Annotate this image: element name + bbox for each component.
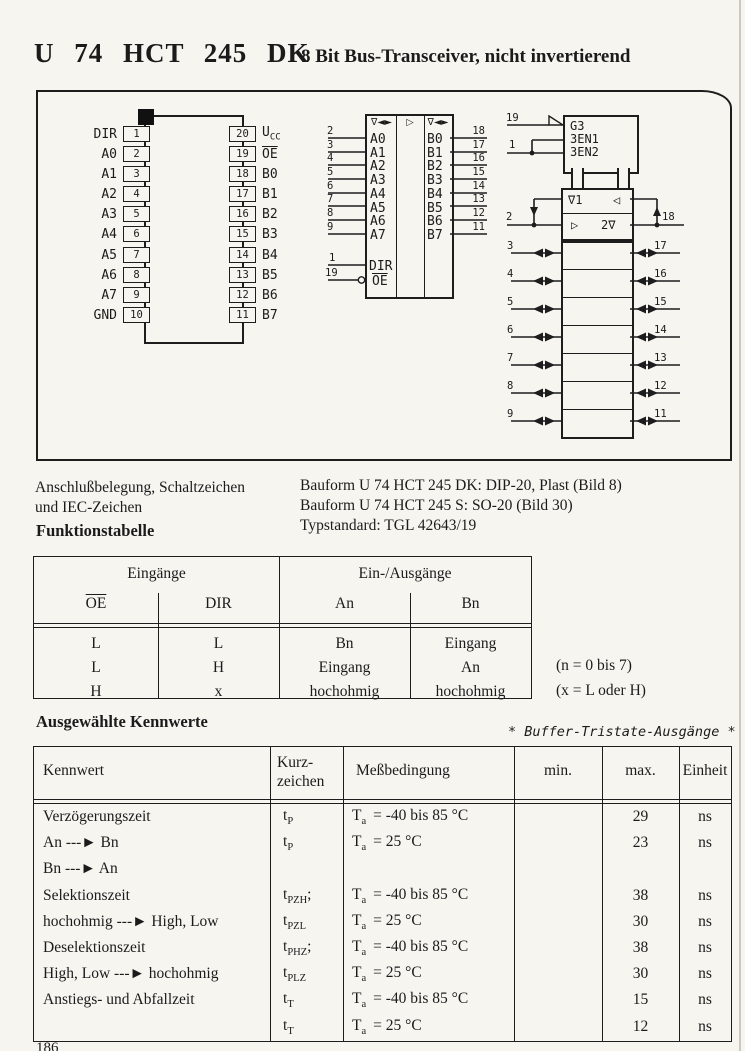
column-group-header: Ein-/Ausgänge — [358, 565, 452, 582]
flow-symbol: ▷ — [571, 218, 579, 232]
pin-number-box: 2 — [123, 146, 150, 162]
column-header: min. — [544, 762, 572, 779]
tristate-note: * Buffer-Tristate-Ausgänge * — [508, 724, 736, 740]
pin-number: 13 — [472, 193, 485, 205]
dip-pin-row: A2 4 — [52, 186, 150, 202]
divider — [424, 116, 425, 297]
pin-number-box: 15 — [229, 226, 256, 242]
pin-number-box: 7 — [123, 247, 150, 263]
pin-number: 5 — [327, 166, 334, 178]
pin-number-box: 17 — [229, 186, 256, 202]
dip-pin-row: 20 $U_{CC}$ — [229, 126, 349, 142]
pin-number-box: 14 — [229, 247, 256, 263]
column-header-dir: DIR — [205, 595, 232, 612]
pin-number-box: 9 — [123, 287, 150, 303]
dip-pin-row: A4 6 — [52, 226, 150, 242]
table-cell: H — [212, 659, 225, 676]
column-group-header: Eingänge — [127, 565, 186, 582]
pin-number: 1 — [509, 139, 516, 151]
column-header-oe: $\overline{OE}$ — [85, 595, 107, 612]
kennwerte-table — [33, 746, 732, 1042]
pin-number: 17 — [472, 139, 485, 151]
page-title: U 74 HCT 245 DK — [34, 38, 310, 68]
control-block-tab — [617, 168, 630, 188]
kennwert-row: Bn ---► An — [43, 860, 118, 878]
divider — [563, 269, 632, 270]
pin-number: 8 — [327, 207, 334, 219]
pin-number: 6 — [507, 324, 514, 336]
dip-pin-row: 19 $\overline{OE}$ — [229, 146, 349, 162]
pin-number-box: 6 — [123, 226, 150, 242]
table-note-x: (x = L oder H) — [556, 682, 646, 699]
column-header-an: An — [335, 595, 354, 612]
table-cell: H — [90, 683, 102, 700]
table-cell: hochohmig — [435, 683, 506, 700]
pin-number-box: 20 — [229, 126, 256, 142]
pin-number: 7 — [327, 193, 334, 205]
dip-pin-row: A3 5 — [52, 206, 150, 222]
kennwert-row: Verzögerungszeit $t_P$ $T_a = -40$ bis 85 °C 29 ns — [43, 807, 712, 828]
dip-pin-row: 13 B5 — [229, 267, 349, 283]
divider — [563, 325, 632, 326]
kennwert-row: $t_T$ $T_a = 25$ °C 12 ns — [283, 1016, 712, 1037]
bus-symbol: ∇◄► — [371, 117, 392, 128]
b-port-labels: B0 B1 B2 B3 B4 B5 B6 B7 — [427, 132, 443, 243]
table-note-n: (n = 0 bis 7) — [556, 657, 632, 674]
divider — [563, 353, 632, 354]
table-cell: hochohmig — [309, 683, 380, 700]
pin-number-box: 13 — [229, 267, 256, 283]
dip-pin-row: 15 B3 — [229, 226, 349, 242]
bus-symbol: ∇◄► — [427, 117, 449, 128]
column-header: Kurz- zeichen — [277, 754, 325, 790]
table-cell: x — [214, 683, 223, 700]
kennwert-row: High, Low ---► hochohmig $t_{PLZ}$ $T_a = 25$ °C 30 ns — [43, 964, 712, 985]
kennwert-row: Anstiegs- und Abfallzeit $t_T$ $T_a = -40$ bis 85 °C 15 ns — [43, 990, 712, 1011]
kennwert-row: An ---► Bn $t_P$ $T_a = 25$ °C 23 ns — [43, 833, 712, 854]
dip-pin-row: 12 B6 — [229, 287, 349, 303]
oe-label: $\overline{OE}$ — [372, 274, 388, 289]
table-cell: Bn — [335, 635, 354, 652]
pin-number: 9 — [507, 408, 514, 420]
pin-number-box: 12 — [229, 287, 256, 303]
pin-number-box: 5 — [123, 206, 150, 222]
divider — [396, 116, 397, 297]
kennwert-row: hochohmig ---► High, Low $t_{PZL}$ $T_a = 25$ °C 30 ns — [43, 911, 712, 932]
pin-number: 4 — [327, 152, 334, 164]
dir-label: DIR — [369, 259, 393, 274]
flow-symbol: ◁ — [613, 193, 621, 207]
en2-label: 3EN2 — [570, 145, 599, 159]
pin-number: 14 — [472, 180, 485, 192]
iec-channel-stack — [561, 239, 634, 439]
a-port-labels: A0 A1 A2 A3 A4 A5 A6 A7 — [370, 132, 386, 243]
dip-pin-row: DIR 1 — [52, 126, 150, 142]
pin-number: 19 — [325, 267, 338, 279]
iec-direction-cell — [561, 188, 634, 243]
divider — [563, 409, 632, 410]
table-cell: Eingang — [444, 635, 497, 652]
dip-pin-row: 18 B0 — [229, 166, 349, 182]
pin-number: 8 — [507, 380, 514, 392]
iec-control-block — [563, 115, 639, 174]
dip-pin-row: GND 10 — [52, 307, 150, 323]
control-block-tab — [571, 168, 584, 188]
pin-number-box: 18 — [229, 166, 256, 182]
pin1-notch-mark — [138, 109, 154, 125]
pin-number-box: 3 — [123, 166, 150, 182]
pin-number-box: 10 — [123, 307, 150, 323]
divider — [34, 799, 731, 804]
pin-number: 2 — [506, 211, 513, 223]
dip-pin-row: A6 8 — [52, 267, 150, 283]
column-header-bn: Bn — [461, 595, 480, 612]
pin-number-box: 1 — [123, 126, 150, 142]
dip-pin-row: 17 B1 — [229, 186, 349, 202]
pin-number: 14 — [654, 324, 667, 336]
page-subtitle: 8 Bit Bus-Transceiver, nicht invertierend — [301, 46, 631, 67]
divider — [563, 297, 632, 298]
dip-pin-row: A0 2 — [52, 146, 150, 162]
funktionstabelle — [33, 556, 532, 699]
pin-number: 18 — [472, 125, 485, 137]
pin-number-box: 16 — [229, 206, 256, 222]
pin-number: 12 — [472, 207, 485, 219]
table-cell: L — [91, 659, 101, 676]
g3-label: G3 — [570, 119, 585, 133]
pin-number: 17 — [654, 240, 667, 252]
column-header: Kennwert — [43, 762, 105, 779]
pin-number: 5 — [507, 296, 514, 308]
divider — [563, 381, 632, 382]
kennwert-row: Deselektionszeit $t_{PHZ}$; $T_a = -40$ bis 85 °C 38 ns — [43, 937, 712, 959]
pin-number-box: 19 — [229, 146, 256, 162]
kennwert-row: Selektionszeit $t_{PZH}$; $T_a = -40$ bis 85 °C 38 ns — [43, 885, 712, 906]
divider — [34, 623, 531, 628]
flow-symbol: 2∇ — [601, 218, 616, 232]
logic-symbol — [365, 114, 454, 299]
kennwerte-heading: Ausgewählte Kennwerte — [36, 712, 208, 731]
figure-box — [36, 90, 732, 461]
dip-pin-row: A1 3 — [52, 166, 150, 182]
dip-pin-row: A7 9 — [52, 287, 150, 303]
dip-pin-row: 11 B7 — [229, 307, 349, 323]
en1-label: 3EN1 — [570, 132, 599, 146]
column-header: Einheit — [682, 762, 728, 779]
dip-pin-row: 14 B4 — [229, 247, 349, 263]
pin-number: 15 — [472, 166, 485, 178]
table-cell: L — [213, 635, 224, 652]
column-header: Meßbedingung — [356, 762, 450, 779]
table-cell: L — [91, 635, 101, 652]
pin-number: 18 — [662, 211, 675, 223]
pin-number: 19 — [506, 112, 519, 124]
pin-number: 1 — [329, 252, 336, 264]
pin-number-box: 8 — [123, 267, 150, 283]
pin-number-box: 4 — [123, 186, 150, 202]
kennwerte-body — [34, 804, 731, 1040]
page-number: 186 — [36, 1040, 59, 1051]
pin-number: 2 — [327, 125, 334, 137]
figure-caption-right: Bauform U 74 HCT 245 DK: DIP-20, Plast (Bild 8) Bauform U 74 HCT 245 S: SO-20 (Bild 30) Typstandard: TGL 42643/19 — [300, 477, 622, 534]
pin-number: 16 — [654, 268, 667, 280]
pin-number: 4 — [507, 268, 514, 280]
funktionstabelle-heading: Funktionstabelle — [36, 521, 155, 540]
scan-edge-artifact — [739, 0, 741, 1051]
pin-number: 9 — [327, 221, 334, 233]
table-cell: An — [461, 659, 480, 676]
pin-number: 13 — [654, 352, 667, 364]
pin-number: 16 — [472, 152, 485, 164]
buffer-symbol: ▷ — [406, 117, 414, 128]
flow-symbol: ∇1 — [568, 193, 583, 207]
pin-number: 15 — [654, 296, 667, 308]
pin-number: 11 — [654, 408, 667, 420]
table-cell: Eingang — [318, 659, 371, 676]
pin-number: 3 — [507, 240, 514, 252]
divider — [563, 213, 632, 214]
pin-number: 12 — [654, 380, 667, 392]
pin-number: 3 — [327, 139, 334, 151]
dip-pin-row: 16 B2 — [229, 206, 349, 222]
pin-number: 11 — [472, 221, 485, 233]
pin-number: 7 — [507, 352, 514, 364]
column-header: max. — [625, 762, 656, 779]
dip-pin-row: A5 7 — [52, 247, 150, 263]
pin-number-box: 11 — [229, 307, 256, 323]
figure-caption-left: Anschlußbelegung, Schaltzeichen und IEC-Zeichen — [35, 479, 246, 516]
pin-number: 6 — [327, 180, 334, 192]
